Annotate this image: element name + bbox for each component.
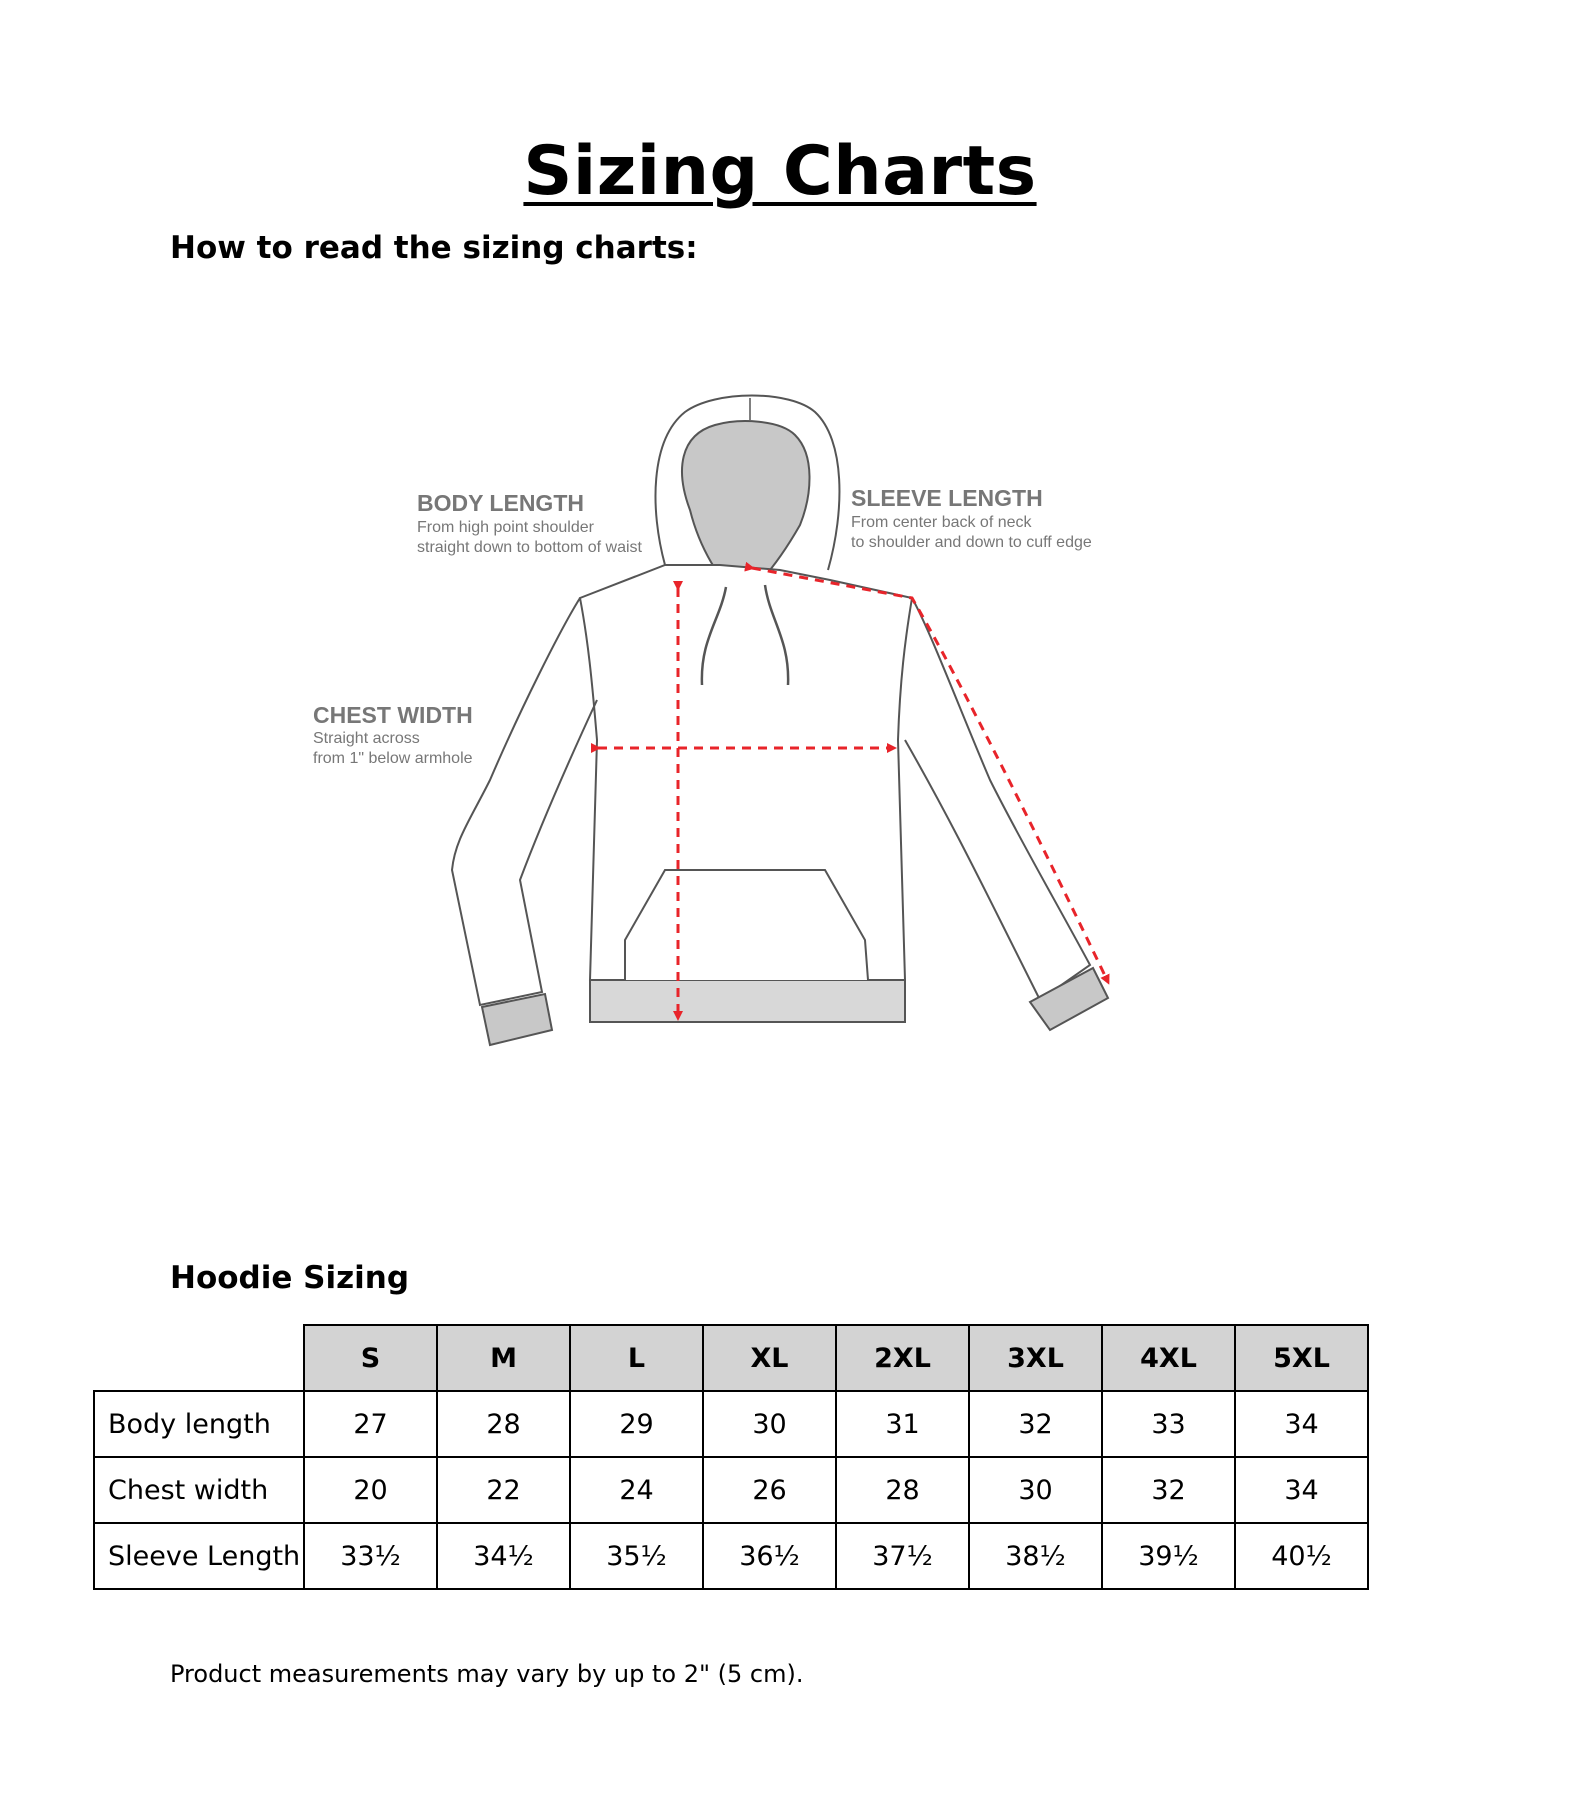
- table-cell: 24: [570, 1457, 703, 1523]
- table-row: [94, 1391, 1368, 1457]
- measurement-disclaimer: Product measurements may vary by up to 2" (5 cm).: [170, 1660, 804, 1688]
- table-row: [94, 1457, 1368, 1523]
- size-header: L: [570, 1325, 703, 1391]
- table-cell: 20: [304, 1457, 437, 1523]
- table-cell: 33: [1102, 1391, 1235, 1457]
- row-label-sleeve-length: Sleeve Length: [94, 1523, 304, 1589]
- size-header: 2XL: [836, 1325, 969, 1391]
- table-row: [94, 1523, 1368, 1589]
- body-length-desc-2: straight down to bottom of waist: [417, 539, 642, 556]
- hoodie-measurement-diagram: [0, 380, 1582, 1080]
- hoodie-sizing-table: [93, 1324, 1369, 1590]
- table-cell: 28: [437, 1391, 570, 1457]
- sleeve-length-title: SLEEVE LENGTH: [851, 485, 1043, 511]
- table-cell: 31: [836, 1391, 969, 1457]
- table-cell: 33½: [304, 1523, 437, 1589]
- table-cell: 34: [1235, 1391, 1368, 1457]
- right-cuff: [1030, 968, 1108, 1030]
- chest-width-desc-1: Straight across: [313, 730, 420, 747]
- table-cell: 29: [570, 1391, 703, 1457]
- chest-width-title: CHEST WIDTH: [313, 702, 473, 728]
- table-cell: 30: [703, 1391, 836, 1457]
- table-corner: [94, 1325, 304, 1391]
- table-cell: 22: [437, 1457, 570, 1523]
- table-cell: 39½: [1102, 1523, 1235, 1589]
- row-label-chest-width: Chest width: [94, 1457, 304, 1523]
- table-cell: 34: [1235, 1457, 1368, 1523]
- how-to-read-heading: How to read the sizing charts:: [170, 230, 698, 266]
- chest-width-desc-2: from 1" below armhole: [313, 750, 473, 767]
- size-header: 4XL: [1102, 1325, 1235, 1391]
- table-cell: 28: [836, 1457, 969, 1523]
- body-length-desc-1: From high point shoulder: [417, 519, 594, 536]
- size-header: 5XL: [1235, 1325, 1368, 1391]
- right-sleeve: [905, 598, 1090, 1000]
- size-header: 3XL: [969, 1325, 1102, 1391]
- table-cell: 36½: [703, 1523, 836, 1589]
- table-cell: 34½: [437, 1523, 570, 1589]
- table-cell: 32: [1102, 1457, 1235, 1523]
- waistband: [590, 980, 905, 1022]
- table-cell: 35½: [570, 1523, 703, 1589]
- body-length-title: BODY LENGTH: [417, 490, 584, 516]
- size-header: S: [304, 1325, 437, 1391]
- sleeve-length-desc-2: to shoulder and down to cuff edge: [851, 534, 1092, 551]
- left-sleeve: [452, 598, 597, 1005]
- table-cell: 38½: [969, 1523, 1102, 1589]
- hoodie-sizing-heading: Hoodie Sizing: [170, 1260, 410, 1296]
- table-cell: 30: [969, 1457, 1102, 1523]
- table-cell: 37½: [836, 1523, 969, 1589]
- table-cell: 26: [703, 1457, 836, 1523]
- kangaroo-pocket: [625, 870, 868, 980]
- sleeve-length-desc-1: From center back of neck: [851, 514, 1032, 531]
- row-label-body-length: Body length: [94, 1391, 304, 1457]
- table-cell: 27: [304, 1391, 437, 1457]
- table-cell: 32: [969, 1391, 1102, 1457]
- size-header: M: [437, 1325, 570, 1391]
- size-header-row: [94, 1325, 1368, 1391]
- size-header: XL: [703, 1325, 836, 1391]
- page-title: Sizing Charts: [523, 131, 1037, 211]
- table-cell: 40½: [1235, 1523, 1368, 1589]
